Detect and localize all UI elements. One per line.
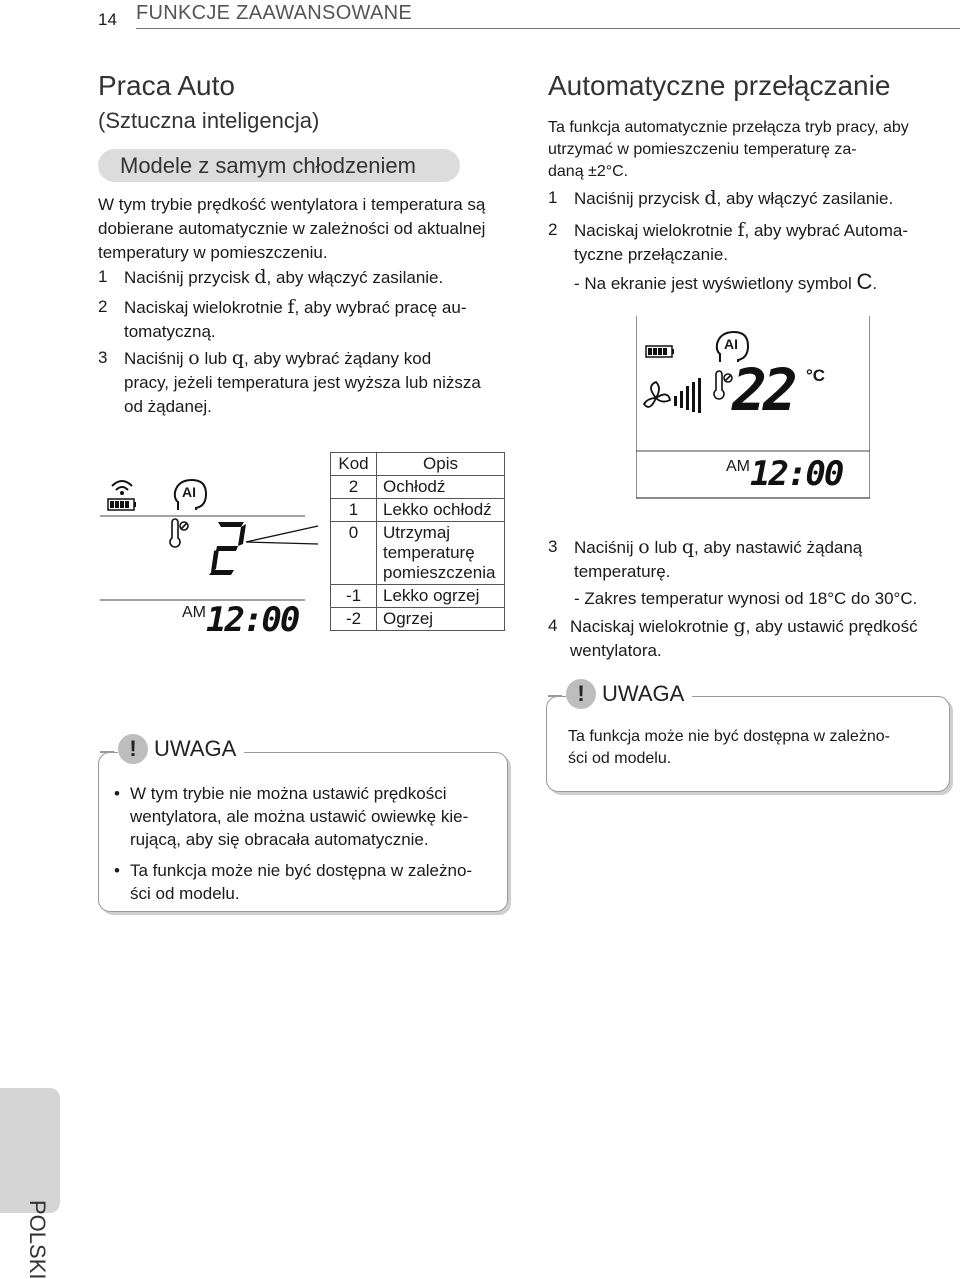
temperature-unit: °C xyxy=(806,366,826,385)
left-step-2: 2 Naciskaj wielokrotnie f, aby wybrać pracę au- tomatyczną. xyxy=(98,296,467,341)
table-row: 1 Lekko ochłodź xyxy=(331,499,505,522)
power-button-glyph: d xyxy=(704,187,717,209)
code-segment-digit xyxy=(209,522,246,575)
mode-button-glyph: f xyxy=(287,296,295,318)
right-lcd-display xyxy=(636,316,870,504)
left-step-3: 3 Naciśnij o lub q, aby wybrać żądany kod pracy, jeżeli temperatura jest wyższa lub niższa od żądanej. xyxy=(98,347,481,416)
table-row: -2 Ogrzej xyxy=(331,608,505,631)
header-rule xyxy=(136,28,960,29)
table-row: 0 Utrzymaj temperaturę pomieszczenia xyxy=(331,522,505,585)
right-notice-title: UWAGA xyxy=(602,681,685,706)
clock-display: 12:00 xyxy=(750,454,843,494)
battery-icon xyxy=(108,499,136,510)
clock-display: 12:00 xyxy=(206,600,299,640)
left-step-1: 1 Naciśnij przycisk d, aby włączyć zasilanie. xyxy=(98,266,444,288)
down-button-glyph: q xyxy=(231,347,245,369)
ai-label: AI xyxy=(182,484,196,500)
fan-button-glyph: g xyxy=(733,615,746,637)
ai-label: AI xyxy=(724,336,738,352)
left-notice-title: UWAGA xyxy=(154,736,237,761)
list-item: • Ta funkcja może nie być dostępna w zależno- ści od modelu. xyxy=(114,861,473,903)
up-button-glyph: o xyxy=(188,347,200,369)
left-subtitle: (Sztuczna inteligencja) xyxy=(98,108,320,133)
warning-icon: ! xyxy=(118,734,148,764)
fan-speed-bars xyxy=(674,378,701,413)
right-intro: Ta funkcja automatycznie przełącza tryb pracy, aby utrzymać w pomieszczeniu temperaturę za- daną ±2°C. xyxy=(548,119,909,180)
right-title: Automatyczne przełączanie xyxy=(548,70,891,101)
auto-symbol-glyph: C xyxy=(856,269,873,294)
right-step-1: 1 Naciśnij przycisk d, aby włączyć zasilanie. xyxy=(548,187,894,209)
right-notice-body: Ta funkcja może nie być dostępna w zależno- ści od modelu. xyxy=(568,728,890,767)
table-header-desc: Opis xyxy=(377,453,505,476)
right-step-3-note: - Zakres temperatur wynosi od 18°C do 30°C. xyxy=(574,589,918,608)
battery-icon xyxy=(646,346,674,357)
signal-icon xyxy=(112,481,132,490)
language-label: POLSKI xyxy=(25,1200,50,1279)
right-notice-header xyxy=(566,679,692,709)
power-button-glyph: d xyxy=(254,266,267,288)
right-step-4: 4 Naciskaj wielokrotnie g, aby ustawić prędkość wentylatora. xyxy=(548,615,918,660)
warning-icon: ! xyxy=(566,679,596,709)
temperature-display: 22 xyxy=(732,356,794,424)
language-side-tab xyxy=(0,1088,60,1279)
code-table xyxy=(330,452,505,631)
up-button-glyph: o xyxy=(638,536,650,558)
left-title: Praca Auto xyxy=(98,70,235,101)
right-step-3: 3 Naciśnij o lub q, aby nastawić żądaną temperaturę. xyxy=(548,536,863,581)
page-number: 14 xyxy=(98,10,117,29)
left-notice-body xyxy=(114,782,504,905)
left-intro: W tym trybie prędkość wentylatora i temperatura są dobierane automatycznie w zależności od aktualnej temperatury w pomieszczeniu. xyxy=(98,195,486,262)
left-lcd-display xyxy=(100,466,320,656)
table-row: -1 Lekko ogrzej xyxy=(331,585,505,608)
am-label: AM xyxy=(726,458,750,475)
table-row: 2 Ochłodź xyxy=(331,476,505,499)
right-step-2-note: - Na ekranie jest wyświetlony symbol C. xyxy=(574,269,878,294)
right-step-2: 2 Naciskaj wielokrotnie f, aby wybrać Automa- tyczne przełączanie. xyxy=(548,219,908,264)
list-item: • W tym trybie nie można ustawić prędkości wentylatora, ale można ustawić owiewkę kie- rującą, aby się obracała automatycznie. xyxy=(114,784,469,849)
models-pill: Modele z samym chłodzeniem xyxy=(98,149,460,182)
thermometer-icon xyxy=(714,371,732,399)
table-header-code: Kod xyxy=(331,453,377,476)
fan-icon xyxy=(644,382,670,407)
mode-button-glyph: f xyxy=(737,219,745,241)
thermometer-icon xyxy=(170,519,188,547)
am-label: AM xyxy=(182,604,206,621)
down-button-glyph: q xyxy=(681,536,695,558)
section-header: FUNKCJE ZAAWANSOWANE xyxy=(136,2,413,24)
left-notice-header xyxy=(118,734,244,764)
